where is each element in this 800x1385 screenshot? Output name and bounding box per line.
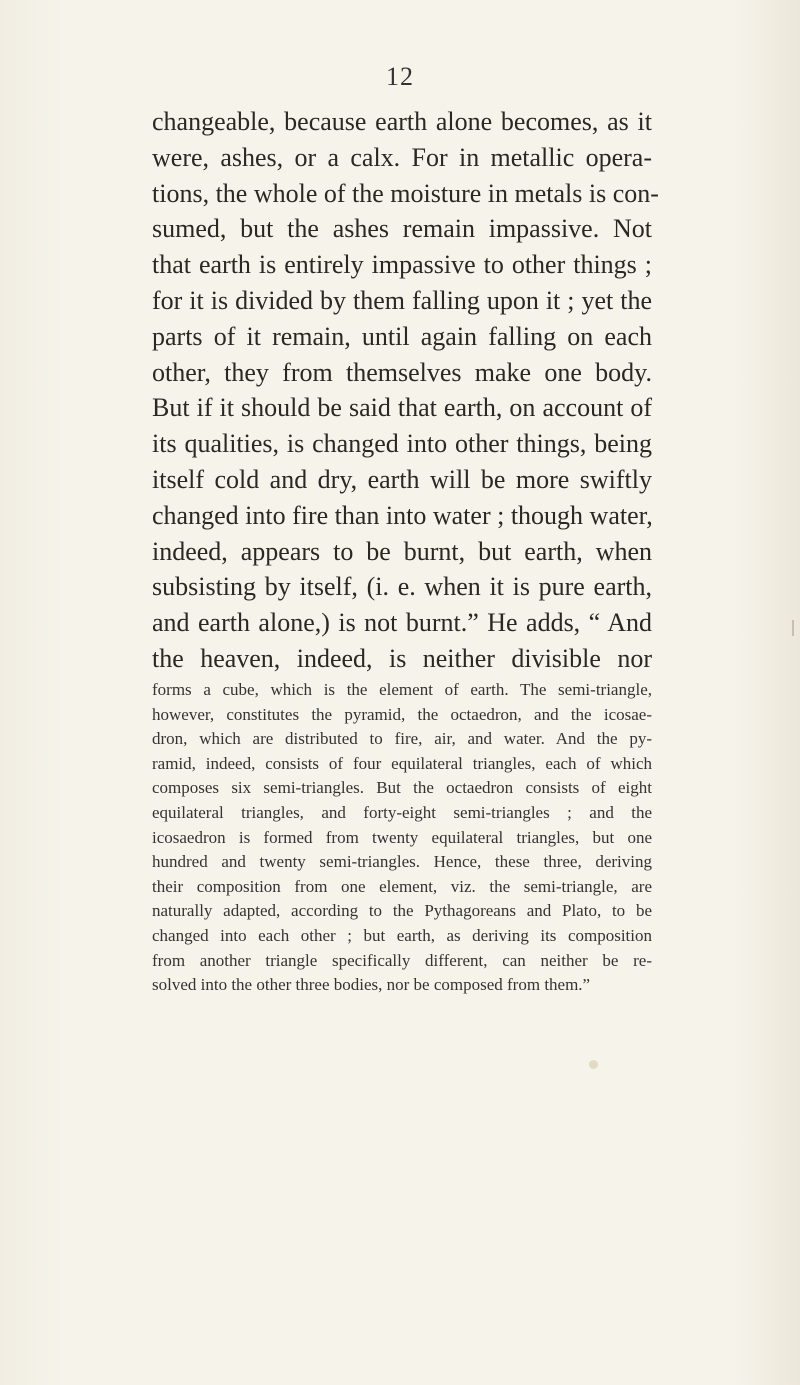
main-text-line: changeable, because earth alone becomes, as it — [152, 107, 652, 136]
main-text-line: parts of it remain, until again falling on each — [152, 321, 652, 351]
footnote-line: composes six semi-triangles. But the octaedron consists of eight — [152, 778, 652, 798]
footnote-block — [152, 678, 652, 998]
footnote-line: their composition from one element, viz. the semi-triangle, are — [152, 876, 652, 896]
main-text-line: that earth is entirely impassive to other things ; — [152, 250, 652, 280]
main-text-line: itself cold and dry, earth will be more swiftly — [152, 464, 652, 494]
footnote-line: forms a cube, which is the element of earth. The semi-triangle, — [152, 680, 652, 699]
main-text-line: subsisting by itself, (i. e. when it is pure earth, — [152, 572, 652, 602]
main-text-line: its qualities, is changed into other things, being — [152, 429, 652, 459]
main-text-line: other, they from themselves make one body. — [152, 357, 652, 387]
footnote-line: ramid, indeed, consists of four equilateral triangles, each of which — [152, 753, 652, 773]
main-text-line: tions, the whole of the moisture in metals is con- — [152, 178, 659, 208]
page-number: 12 — [386, 62, 414, 91]
footnote-line: changed into each other ; but earth, as deriving its composition — [152, 925, 652, 945]
footnote-line: solved into the other three bodies, nor be composed from them.” — [152, 975, 591, 995]
main-text-line: for it is divided by them falling upon it ; yet the — [152, 285, 652, 315]
main-text-line: and earth alone,) is not burnt.” He adds, “ And — [152, 608, 652, 638]
footnote-line: equilateral triangles, and forty-eight semi-triangles ; and the — [152, 802, 652, 822]
paper-edge-mark — [792, 620, 794, 636]
main-text-line: the heaven, indeed, is neither divisible nor — [152, 643, 652, 673]
main-text-block — [152, 104, 659, 677]
main-text-line: changed into fire than into water ; though water, — [152, 500, 653, 530]
footnote-line: naturally adapted, according to the Pythagoreans and Plato, to be — [152, 901, 652, 921]
footnote-line: hundred and twenty semi-triangles. Hence, these three, deriving — [152, 852, 652, 872]
main-text-line: indeed, appears to be burnt, but earth, when — [152, 536, 652, 566]
footnote-line: however, constitutes the pyramid, the octaedron, and the icosae- — [152, 704, 652, 724]
footnote-line: from another triangle specifically different, can neither be re- — [152, 950, 652, 970]
main-text-line: sumed, but the ashes remain impassive. Not — [152, 214, 652, 244]
main-text-line: But if it should be said that earth, on account of — [152, 393, 652, 423]
main-text-line: were, ashes, or a calx. For in metallic opera- — [152, 142, 652, 172]
footnote-line: dron, which are distributed to fire, air, and water. And the py- — [152, 729, 652, 749]
paper-spot — [589, 1060, 598, 1069]
footnote-line: icosaedron is formed from twenty equilateral triangles, but one — [152, 827, 652, 847]
